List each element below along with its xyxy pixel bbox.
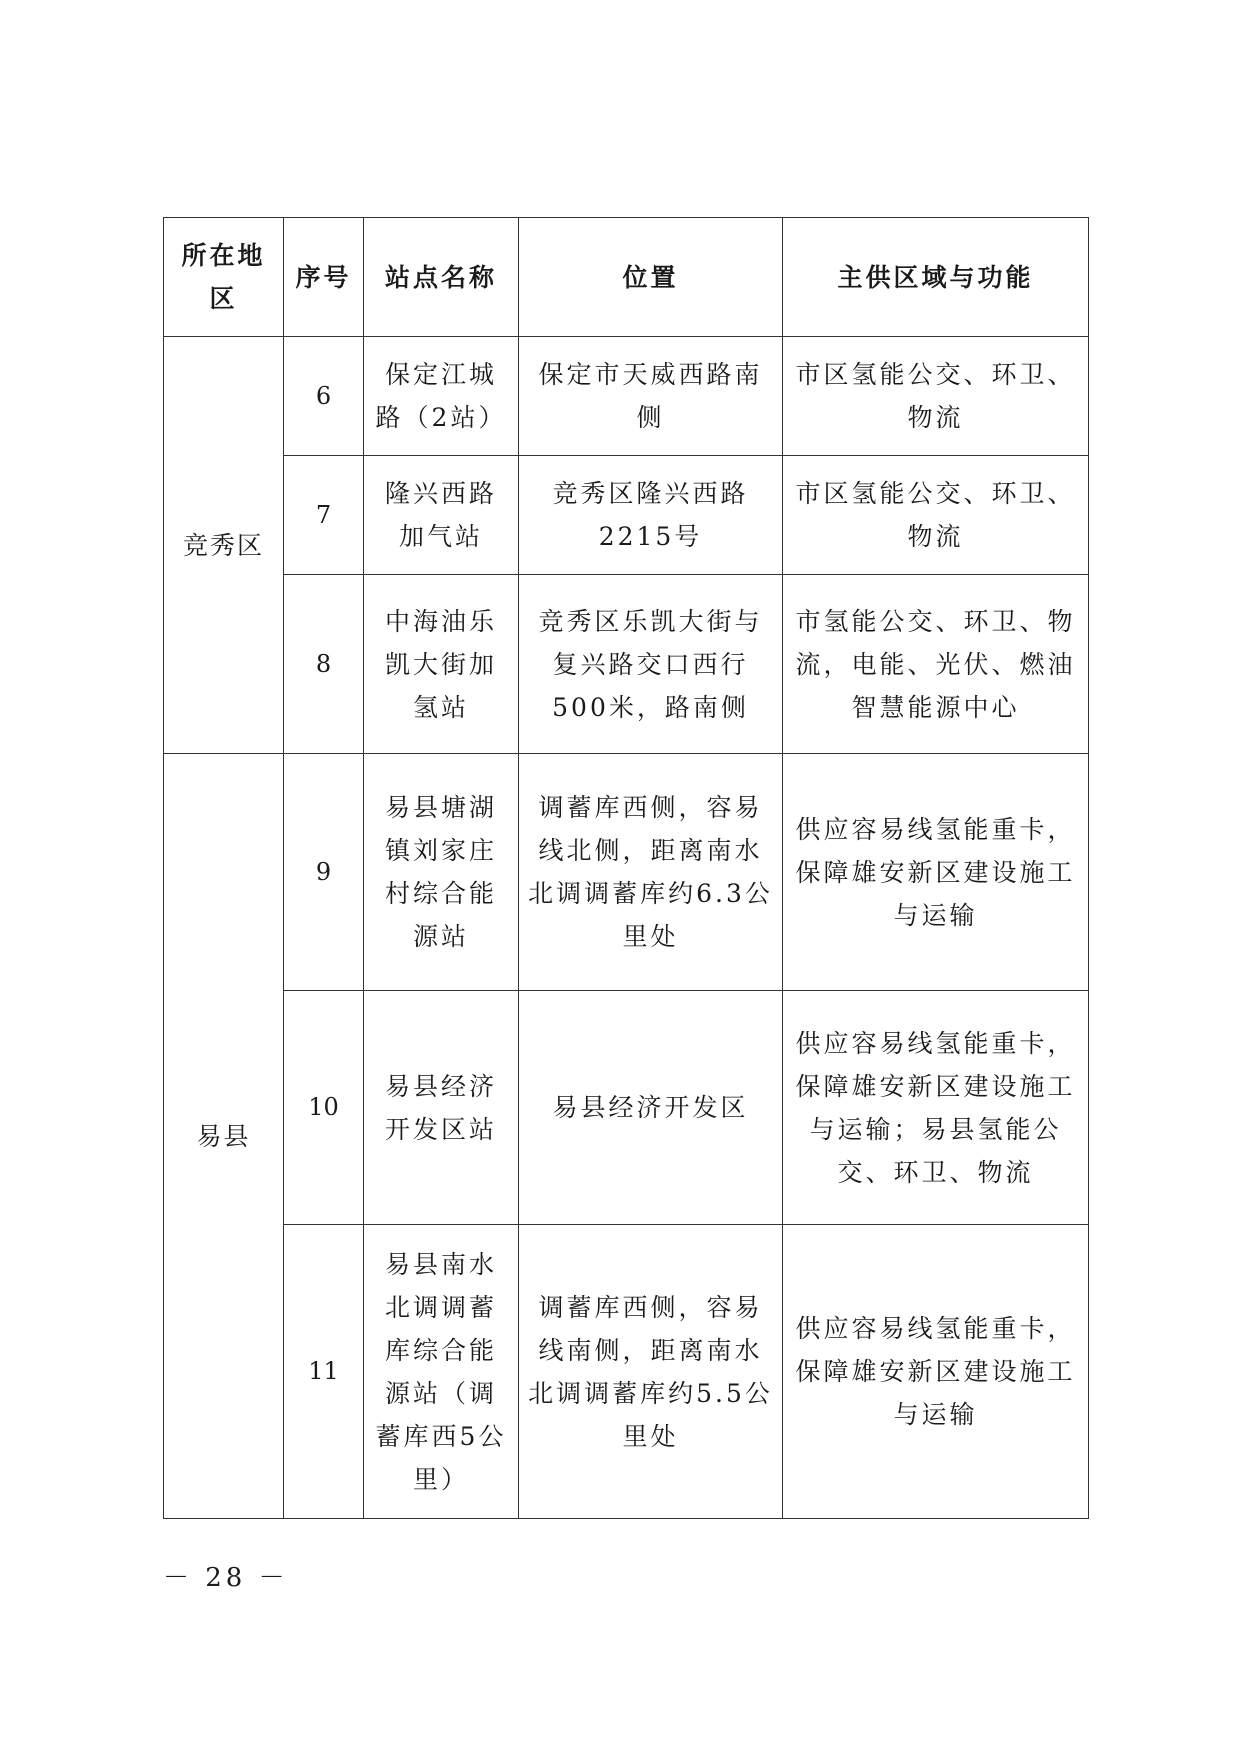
station-name-cell: 保定江城路（2站） xyxy=(364,337,519,456)
function-cell: 供应容易线氢能重卡，保障雄安新区建设施工与运输 xyxy=(783,754,1089,991)
table-header-row xyxy=(164,218,1089,337)
station-name-cell: 中海油乐凯大街加氢站 xyxy=(364,575,519,754)
function-cell: 供应容易线氢能重卡，保障雄安新区建设施工与运输；易县氢能公交、环卫、物流 xyxy=(783,991,1089,1225)
table-row xyxy=(164,575,1089,754)
header-function: 主供区域与功能 xyxy=(783,218,1089,337)
header-seq: 序号 xyxy=(284,218,364,337)
seq-cell: 8 xyxy=(284,575,364,754)
location-cell: 保定市天威西路南侧 xyxy=(519,337,783,456)
location-cell: 调蓄库西侧，容易线南侧，距离南水北调调蓄库约5.5公里处 xyxy=(519,1225,783,1519)
function-cell: 市氢能公交、环卫、物流，电能、光伏、燃油智慧能源中心 xyxy=(783,575,1089,754)
header-region: 所在地区 xyxy=(164,218,284,337)
table-row xyxy=(164,337,1089,456)
seq-cell: 10 xyxy=(284,991,364,1225)
header-location: 位置 xyxy=(519,218,783,337)
station-name-cell: 易县塘湖镇刘家庄村综合能源站 xyxy=(364,754,519,991)
page-number: － 28 － xyxy=(163,1563,289,1593)
seq-cell: 7 xyxy=(284,456,364,575)
function-cell: 市区氢能公交、环卫、物流 xyxy=(783,337,1089,456)
function-cell: 供应容易线氢能重卡，保障雄安新区建设施工与运输 xyxy=(783,1225,1089,1519)
location-cell: 竞秀区乐凯大街与复兴路交口西行500米，路南侧 xyxy=(519,575,783,754)
region-cell: 易县 xyxy=(164,754,284,1519)
location-cell: 易县经济开发区 xyxy=(519,991,783,1225)
station-name-cell: 易县经济开发区站 xyxy=(364,991,519,1225)
table-row xyxy=(164,991,1089,1225)
table-row xyxy=(164,456,1089,575)
station-name-cell: 易县南水北调调蓄库综合能源站（调蓄库西5公里） xyxy=(364,1225,519,1519)
seq-cell: 6 xyxy=(284,337,364,456)
table-row xyxy=(164,1225,1089,1519)
station-name-cell: 隆兴西路加气站 xyxy=(364,456,519,575)
location-cell: 竞秀区隆兴西路2215号 xyxy=(519,456,783,575)
station-table xyxy=(163,217,1089,1519)
table-row xyxy=(164,754,1089,991)
location-cell: 调蓄库西侧，容易线北侧，距离南水北调调蓄库约6.3公里处 xyxy=(519,754,783,991)
seq-cell: 11 xyxy=(284,1225,364,1519)
function-cell: 市区氢能公交、环卫、物流 xyxy=(783,456,1089,575)
region-cell: 竞秀区 xyxy=(164,337,284,754)
header-station-name: 站点名称 xyxy=(364,218,519,337)
seq-cell: 9 xyxy=(284,754,364,991)
